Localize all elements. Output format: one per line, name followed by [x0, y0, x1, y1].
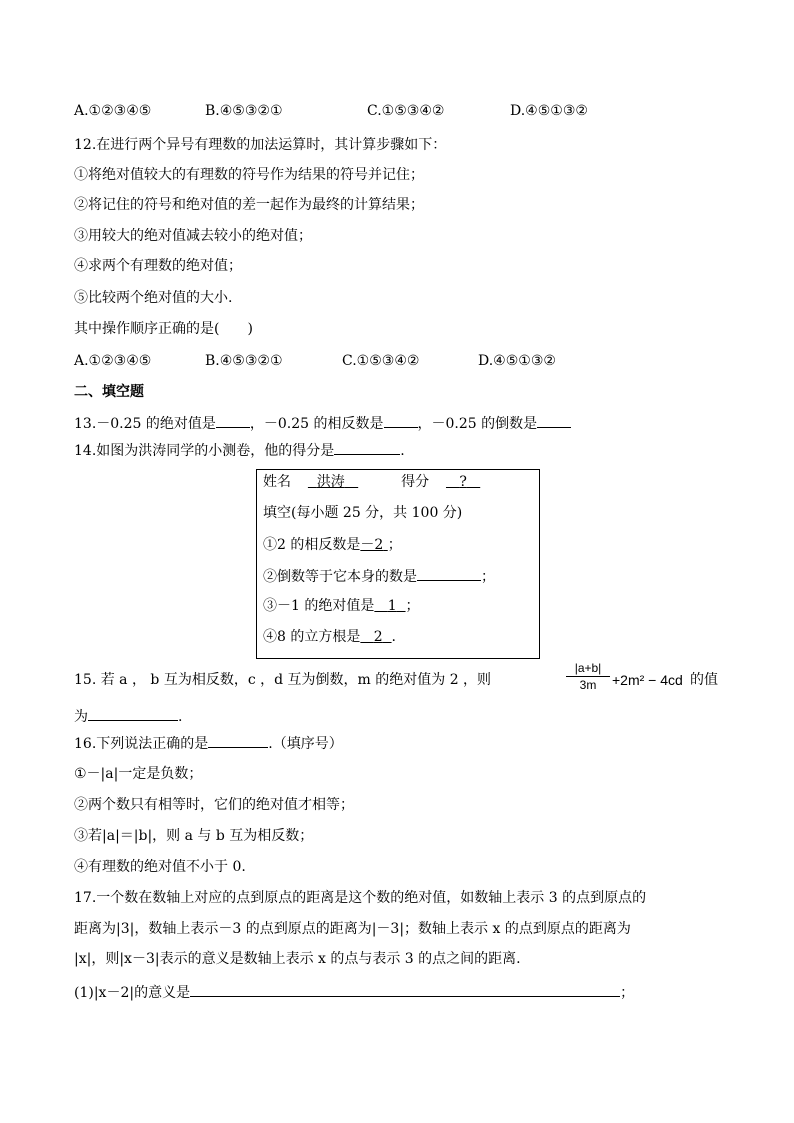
- quiz-item-4: ④8 的立方根是 2 .: [263, 629, 396, 645]
- q11-option-c: C.①⑤③④②: [367, 103, 445, 119]
- q13-line: [74, 413, 571, 434]
- q13-blank-1[interactable]: [216, 413, 250, 428]
- q13-part-1: 13.－0.25 的绝对值是: [74, 416, 216, 432]
- q17-sub-1-blank[interactable]: [190, 982, 620, 997]
- q14-stem: 14.如图为洪涛同学的小测卷，他的得分是: [74, 443, 335, 459]
- q12-option-d: D.④⑤①③②: [478, 353, 556, 369]
- q12-question: 其中操作顺序正确的是( ): [74, 321, 253, 337]
- q12-step-3: ③用较大的绝对值减去较小的绝对值；: [74, 228, 312, 244]
- quiz-card: [256, 469, 540, 659]
- q16-stem: 16.下列说法正确的是: [74, 736, 209, 752]
- q16-stem-line: [74, 733, 343, 754]
- q12-step-1: ①将绝对值较大的有理数的符号作为结果的符号并记住；: [74, 167, 424, 183]
- q15-fraction-numerator: |a+b|: [566, 660, 610, 677]
- q16-item-3: ③若|a|＝|b|，则 a 与 b 互为相反数；: [74, 828, 314, 844]
- quiz-item-2: ②倒数等于它本身的数是 ；: [263, 566, 495, 587]
- q12-step-5: ⑤比较两个绝对值的大小.: [74, 290, 233, 306]
- q11-option-a: A.①②③④⑤: [74, 103, 152, 119]
- q12-option-b: B.④⑤③②①: [205, 353, 283, 369]
- q13-blank-2[interactable]: [384, 413, 418, 428]
- q17-line-3: |x|，则|x－3|表示的意义是数轴上表示 x 的点与表示 3 的点之间的距离.: [74, 951, 521, 967]
- q12-stem: 12.在进行两个异号有理数的加法运算时，其计算步骤如下：: [74, 137, 447, 153]
- q16-item-2: ②两个数只有相等时，它们的绝对值才相等；: [74, 797, 354, 813]
- q11-option-d: D.④⑤①③②: [510, 103, 588, 119]
- quiz-name-value: 洪涛: [316, 474, 345, 490]
- q15-line-2: 为 .: [74, 706, 182, 727]
- quiz-score-value: ?: [459, 474, 467, 490]
- q11-option-b: B.④⑤③②①: [205, 103, 283, 119]
- q16-item-4: ④有理数的绝对值不小于 0.: [74, 859, 246, 875]
- q15-expression: +2m² − 4cd: [612, 672, 683, 688]
- q14-end: .: [400, 443, 405, 459]
- quiz-item-1: ①2 的相反数是－2 ；: [263, 537, 402, 553]
- q12-step-2: ②将记住的符号和绝对值的差一起作为最终的计算结果；: [74, 197, 424, 213]
- q17-line-2: 距离为|3|，数轴上表示－3 的点到原点的距离为|－3|；数轴上表示 x 的点到原点的距离为: [74, 921, 631, 937]
- q12-step-4: ④求两个有理数的绝对值；: [74, 258, 242, 274]
- q17-sub-1-line: (1)|x－2|的意义是 ；: [74, 982, 634, 1003]
- q14-stem-line: [74, 440, 405, 461]
- q13-part-2: ，－0.25 的相反数是: [249, 416, 384, 432]
- q15-blank[interactable]: [88, 706, 178, 721]
- section-title: 二、填空题: [74, 384, 144, 400]
- q15-fraction: [566, 660, 610, 693]
- q12-option-a: A.①②③④⑤: [74, 353, 152, 369]
- q13-part-3: ，－0.25 的倒数是: [417, 416, 538, 432]
- quiz-header: [263, 472, 480, 492]
- q16-blank[interactable]: [208, 733, 268, 748]
- quiz-name-label: 姓名: [263, 474, 291, 490]
- quiz-score-label: 得分: [401, 474, 430, 490]
- quiz-item-2-blank: [417, 566, 481, 581]
- q17-line-1: 17.一个数在数轴上对应的点到原点的距离是这个数的绝对值，如数轴上表示 3 的点到原点的: [74, 890, 647, 906]
- q12-option-c: C.①⑤③④②: [342, 353, 420, 369]
- q14-blank[interactable]: [334, 440, 400, 455]
- quiz-instructions: 填空(每小题 25 分，共 100 分): [263, 505, 463, 521]
- q15-after: 的值: [690, 672, 718, 688]
- q13-blank-3[interactable]: [537, 413, 571, 428]
- q17-sub-1: (1)|x－2|的意义是: [74, 985, 191, 1001]
- quiz-item-3: ③－1 的绝对值是 1 ；: [263, 598, 420, 614]
- q16-stem-end: .（填序号）: [268, 736, 343, 752]
- q15-fraction-denominator: 3m: [579, 678, 597, 692]
- q16-item-1: ①－|a|一定是负数；: [74, 766, 203, 782]
- q15-text: 15. 若 a ， b 互为相反数，c ，d 互为倒数，m 的绝对值为 2 ，则: [74, 672, 492, 688]
